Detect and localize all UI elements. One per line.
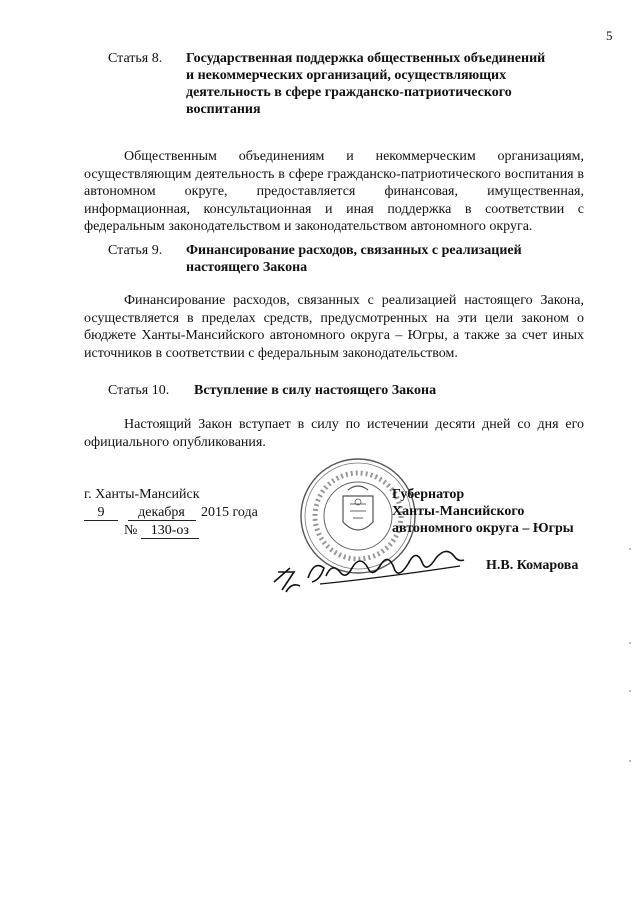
article-10-number: Статья 10. [108, 383, 170, 398]
article-8-title-line: Государственная поддержка общественных объединений [186, 51, 546, 66]
handwritten-signature-icon [260, 538, 470, 598]
date-day: 9 [84, 506, 118, 521]
article-10-title [194, 382, 436, 399]
signer-position-line: автономного округа – Югры [392, 521, 574, 536]
signer-position-line: Губернатор [392, 487, 465, 502]
date-year: 2015 года [201, 505, 258, 520]
article-10-title-line: Вступление в силу настоящего Закона [194, 383, 437, 398]
scan-mark [629, 548, 631, 550]
signer-name: Н.В. Комарова [486, 558, 579, 573]
article-9-title-line: Финансирование расходов, связанных с реализацией [186, 243, 522, 258]
scan-mark [629, 690, 631, 692]
article-8-title [186, 50, 545, 118]
signing-date [84, 504, 258, 521]
article-9-title [186, 242, 522, 276]
signer-position [392, 486, 574, 537]
signer-position-line: Ханты-Мансийского [392, 504, 525, 519]
article-8-text: Общественным объединениям и некоммерческим организациям, осуществляющим деятельность в сфере гражданско-патриотического воспитания в автономном округе, предоставляется финансовая, имущественная, информационная, консультационная и иная поддержка в соответствии с федеральным законодательством и законодательством автономного округа. [84, 149, 584, 234]
article-8-title-line: деятельность в сфере гражданско-патриотического [186, 85, 512, 100]
article-9-heading [108, 242, 522, 276]
date-month: декабря [128, 506, 196, 521]
scan-mark [629, 760, 631, 762]
article-8-title-line: и некоммерческих организаций, осуществляющих [186, 68, 507, 83]
law-number [124, 522, 199, 539]
article-9-text: Финансирование расходов, связанных с реализацией настоящего Закона, осуществляется в пределах средств, предусмотренных на эти цели законом о бюджете Ханты-Мансийского автономного округа – Югры, а также за счет иных источников в соответствии с федеральным законодательством. [84, 293, 584, 361]
article-10-heading [108, 382, 436, 399]
article-9-title-line: настоящего Закона [186, 260, 308, 275]
law-number-value: 130-оз [141, 524, 199, 539]
page-number: 5 [606, 28, 613, 43]
article-8-title-line: воспитания [186, 102, 261, 117]
scan-mark [629, 642, 631, 644]
number-sign: № [124, 523, 138, 538]
signing-place: г. Ханты-Мансийск [84, 487, 200, 502]
article-8-heading [108, 50, 545, 118]
article-8-number: Статья 8. [108, 51, 163, 66]
article-10-text: Настоящий Закон вступает в силу по истечении десяти дней со дня его официального опубликования. [84, 417, 584, 450]
article-9-number: Статья 9. [108, 243, 163, 258]
